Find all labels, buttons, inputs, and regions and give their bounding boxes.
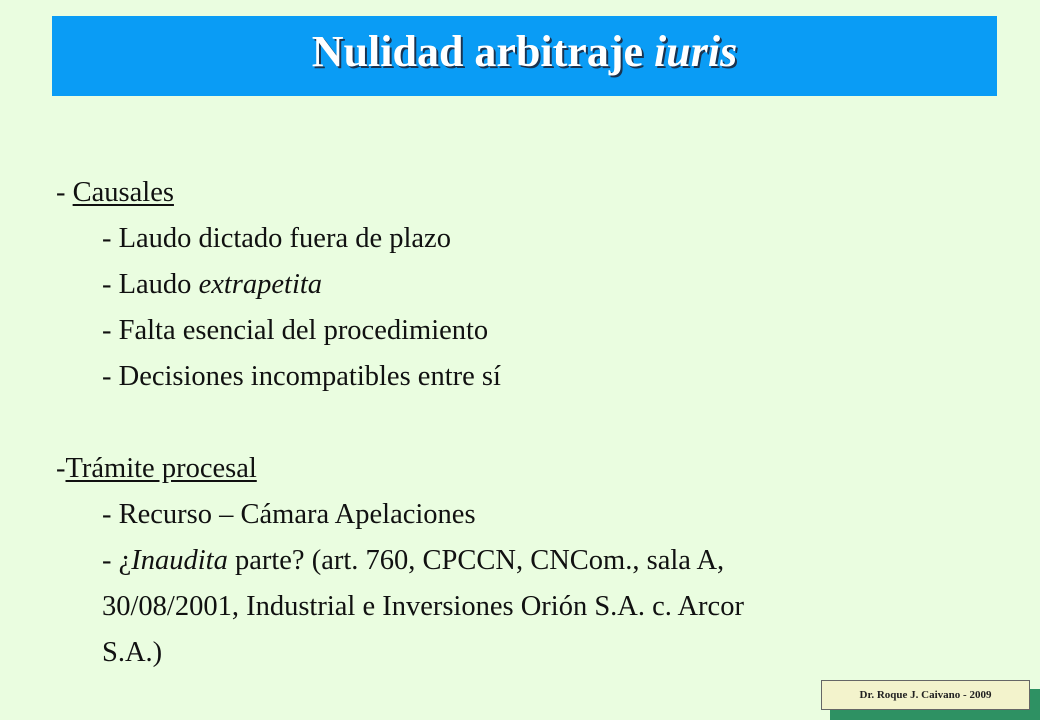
tramite-item-2-line1	[56, 538, 956, 584]
tramite-item-2-italic: Inaudita	[131, 545, 228, 576]
title-main: Nulidad arbitraje	[311, 27, 655, 76]
section-tramite-title: Trámite procesal	[65, 453, 257, 484]
causal-item-3: - Falta esencial del procedimiento	[102, 315, 489, 346]
causal-item-1: - Laudo dictado fuera de plazo	[102, 223, 451, 254]
section-causales-title: Causales	[72, 177, 174, 208]
tramite-item-2-line3: S.A.)	[102, 637, 163, 668]
section-causales-prefix: -	[56, 177, 73, 208]
section-tramite-heading	[56, 446, 956, 492]
section-spacer	[56, 400, 956, 446]
tramite-item-1: - Recurso – Cámara Apelaciones	[102, 499, 476, 530]
causal-item-4: - Decisiones incompatibles entre sí	[102, 361, 501, 392]
tramite-item-2-prefix: - ¿	[102, 545, 132, 576]
section-tramite-prefix: -	[56, 453, 66, 484]
author-badge	[821, 680, 1030, 710]
causal-item-2	[56, 262, 956, 308]
tramite-item-2-rest: parte? (art. 760, CPCCN, CNCom., sala A,	[227, 545, 725, 576]
slide-title	[311, 27, 738, 76]
slide-content	[56, 170, 956, 676]
causal-item-2-italic: extrapetita	[198, 269, 323, 300]
author-label: Dr. Roque J. Caivano - 2009	[859, 689, 992, 701]
causal-item-2-prefix: - Laudo	[102, 269, 199, 300]
title-bar	[52, 16, 997, 96]
tramite-item-2-line2: 30/08/2001, Industrial e Inversiones Orión S.A. c. Arcor	[102, 591, 744, 622]
section-causales-heading	[56, 170, 956, 216]
title-italic: iuris	[654, 27, 738, 76]
